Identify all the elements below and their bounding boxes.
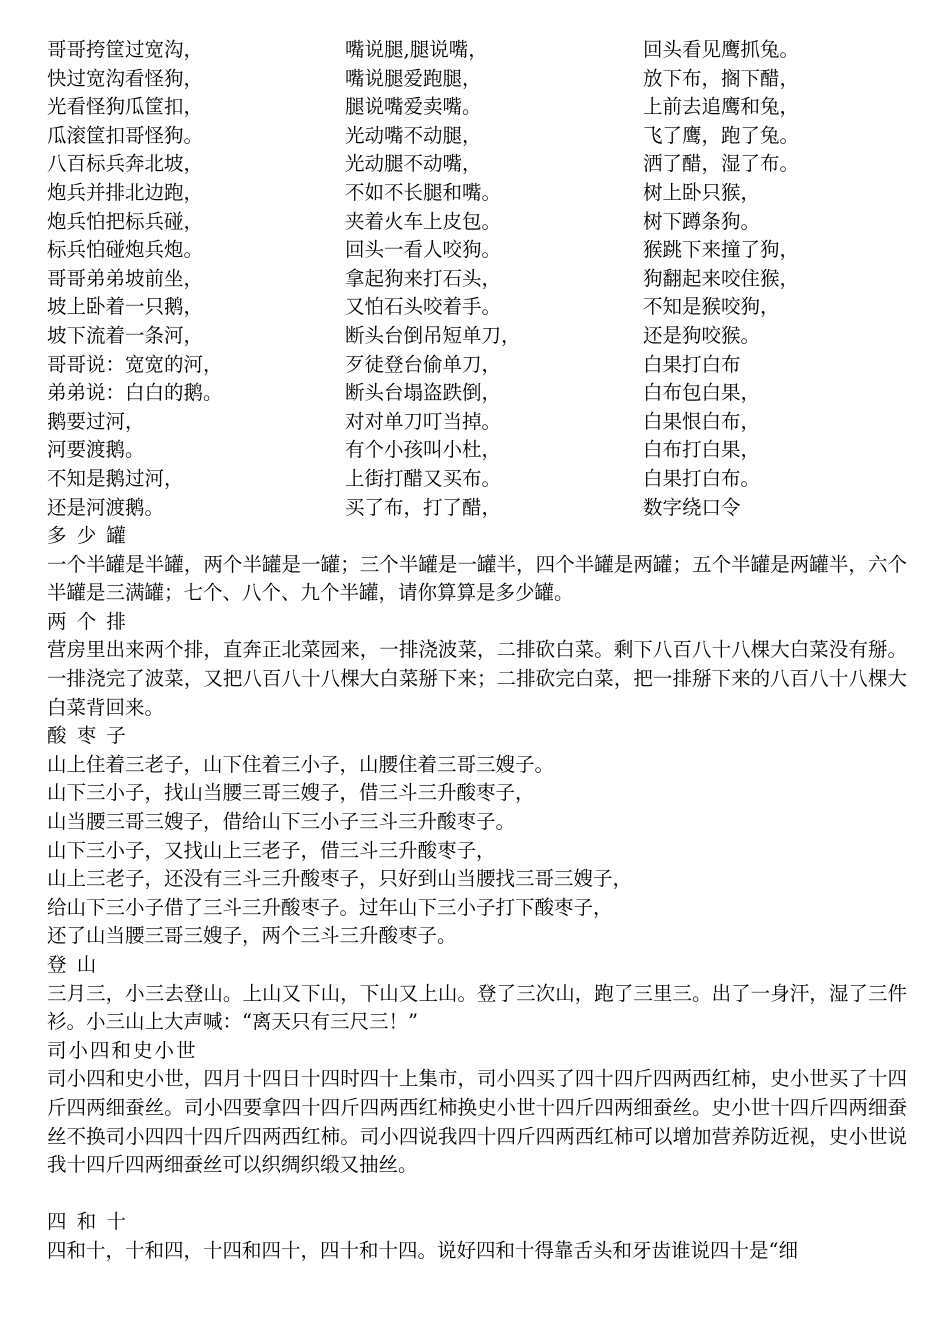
section-deng-shan	[47, 951, 907, 1037]
verse-line: 八百标兵奔北坡，	[47, 152, 204, 176]
section-paragraph: 三月三，小三去登山。上山又下山，下山又上山。登了三次山，跑了三里三。出了一身汗，湿了三件衫。小三山上大声喊：“离天只有三尺三！”	[47, 981, 907, 1034]
section-si-xiao-si	[47, 1037, 907, 1180]
verse-line: 回头看见鹰抓兔。	[643, 38, 800, 61]
section-paragraph: 山下三小子，又找山上三老子，借三斗三升酸枣子，	[47, 838, 496, 862]
column-middle	[345, 36, 643, 522]
verse-line: 哥哥弟弟坡前坐，	[47, 266, 204, 290]
section-title: 酸 枣 子	[47, 724, 128, 748]
verse-line: 嘴说腿,腿说嘴，	[345, 38, 488, 61]
section-liang-ge-pai	[47, 608, 907, 722]
section-paragraph: 山上住着三老子，山下住着三小子，山腰住着三哥三嫂子。	[47, 752, 555, 776]
verse-line: 买了布，打了醋，	[345, 495, 502, 519]
section-paragraph: 四和十，十和四，十四和四十，四十和十四。说好四和十得靠舌头和牙齿谁说四十是“细	[47, 1238, 798, 1262]
verse-line: 白布打白果，	[643, 438, 761, 462]
verse-line: 放下布，搁下醋，	[643, 66, 800, 90]
verse-line: 不知是猴咬狗，	[643, 295, 780, 319]
blank-line	[47, 1180, 907, 1209]
verse-line: 树下蹲条狗。	[643, 209, 761, 233]
section-title: 登 山	[47, 953, 99, 976]
section-paragraph: 山下三小子，找山当腰三哥三嫂子，借三斗三升酸枣子，	[47, 781, 535, 805]
verse-line: 回头一看人咬狗。	[345, 238, 502, 262]
verse-line: 对对单刀叮当掉。	[345, 409, 502, 433]
section-title: 四 和 十	[47, 1210, 128, 1234]
section-paragraph: 山上三老子，还没有三斗三升酸枣子，只好到山当腰找三哥三嫂子，	[47, 867, 633, 891]
verse-line: 弟弟说：白白的鹅。	[47, 381, 223, 405]
verse-line: 又怕石头咬着手。	[345, 295, 502, 319]
verse-line: 哥哥挎筐过宽沟，	[47, 38, 204, 61]
verse-line: 不如不长腿和嘴。	[345, 180, 502, 204]
verse-line: 瓜滚筐扣哥怪狗。	[47, 123, 204, 147]
verse-line: 快过宽沟看怪狗，	[47, 66, 204, 90]
tongue-twister-columns	[47, 36, 907, 522]
verse-line: 白果打白布	[643, 352, 741, 376]
section-paragraph: 营房里出来两个排，直奔正北菜园来，一排浇波菜，二排砍白菜。剩下八百八十八棵大白菜没有掰。一排浇完了波菜，又把八百八十八棵大白菜掰下来；二排砍完白菜，把一排掰下来的八百八十八棵大白菜背回来。	[47, 638, 907, 719]
verse-line: 腿说嘴爱卖嘴。	[345, 95, 482, 119]
section-title: 两 个 排	[47, 609, 128, 633]
column-left	[47, 36, 345, 522]
verse-line: 还是河渡鹅。	[47, 495, 165, 519]
section-paragraph: 给山下三小子借了三斗三升酸枣子。过年山下三小子打下酸枣子，	[47, 895, 613, 919]
verse-line: 光看怪狗瓜筐扣，	[47, 95, 204, 119]
verse-line: 炮兵并排北边跑，	[47, 180, 204, 204]
verse-line: 不知是鹅过河，	[47, 466, 184, 490]
section-title: 多 少 罐	[47, 524, 128, 548]
verse-line: 狗翻起来咬住猴，	[643, 266, 800, 290]
section-title: 司小四和史小世	[47, 1038, 198, 1062]
verse-line: 白果打白布。	[643, 466, 761, 490]
verse-line: 歹徒登台偷单刀，	[345, 352, 502, 376]
verse-line: 光动嘴不动腿，	[345, 123, 482, 147]
section-paragraph: 司小四和史小世，四月十四日十四时四十上集市，司小四买了四十四斤四两西红柿，史小世买了十四斤四两细蚕丝。司小四要拿四十四斤四两西红柿换史小世十四斤四两细蚕丝。史小世十四斤四两细蚕丝不换司小四四十四斤四两西红柿。司小四说我四十四斤四两西红柿可以增加营养防近视，史小世说我十四斤四两细蚕丝可以织绸织缎又抽丝。	[47, 1067, 907, 1177]
verse-line: 树上卧只猴，	[643, 180, 761, 204]
verse-line: 断头台倒吊短单刀，	[345, 323, 521, 347]
verse-line: 数字绕口令	[643, 495, 741, 519]
verse-line: 光动腿不动嘴，	[345, 152, 482, 176]
verse-line: 嘴说腿爱跑腿，	[345, 66, 482, 90]
verse-line: 白果恨白布，	[643, 409, 761, 433]
verse-line: 坡上卧着一只鹅，	[47, 295, 204, 319]
verse-line: 炮兵怕把标兵碰，	[47, 209, 204, 233]
verse-line: 还是狗咬猴。	[643, 323, 761, 347]
verse-line: 白布包白果，	[643, 381, 761, 405]
verse-line: 哥哥说：宽宽的河，	[47, 352, 223, 376]
column-right	[643, 36, 907, 522]
section-suan-zao-zi	[47, 722, 907, 951]
verse-line: 河要渡鹅。	[47, 438, 145, 462]
section-si-he-shi	[47, 1208, 907, 1265]
section-paragraph: 山当腰三哥三嫂子，借给山下三小子三斗三升酸枣子。	[47, 810, 516, 834]
verse-line: 拿起狗来打石头，	[345, 266, 502, 290]
verse-line: 夹着火车上皮包。	[345, 209, 502, 233]
verse-line: 有个小孩叫小杜，	[345, 438, 502, 462]
verse-line: 断头台塌盗跌倒，	[345, 381, 502, 405]
verse-line: 鹅要过河，	[47, 409, 145, 433]
verse-line: 上街打醋又买布。	[345, 466, 502, 490]
verse-line: 猴跳下来撞了狗，	[643, 238, 800, 262]
verse-line: 洒了醋，湿了布。	[643, 152, 800, 176]
section-paragraph: 还了山当腰三哥三嫂子，两个三斗三升酸枣子。	[47, 924, 457, 948]
verse-line: 坡下流着一条河，	[47, 323, 204, 347]
verse-line: 上前去追鹰和兔，	[643, 95, 800, 119]
verse-line: 飞了鹰，跑了兔。	[643, 123, 800, 147]
document-page	[47, 36, 907, 1266]
verse-line: 标兵怕碰炮兵炮。	[47, 238, 204, 262]
section-duo-shao-guan	[47, 522, 907, 608]
section-paragraph: 一个半罐是半罐，两个半罐是一罐；三个半罐是一罐半，四个半罐是两罐；五个半罐是两罐半，六个半罐是三满罐；七个、八个、九个半罐，请你算算是多少罐。	[47, 552, 907, 605]
